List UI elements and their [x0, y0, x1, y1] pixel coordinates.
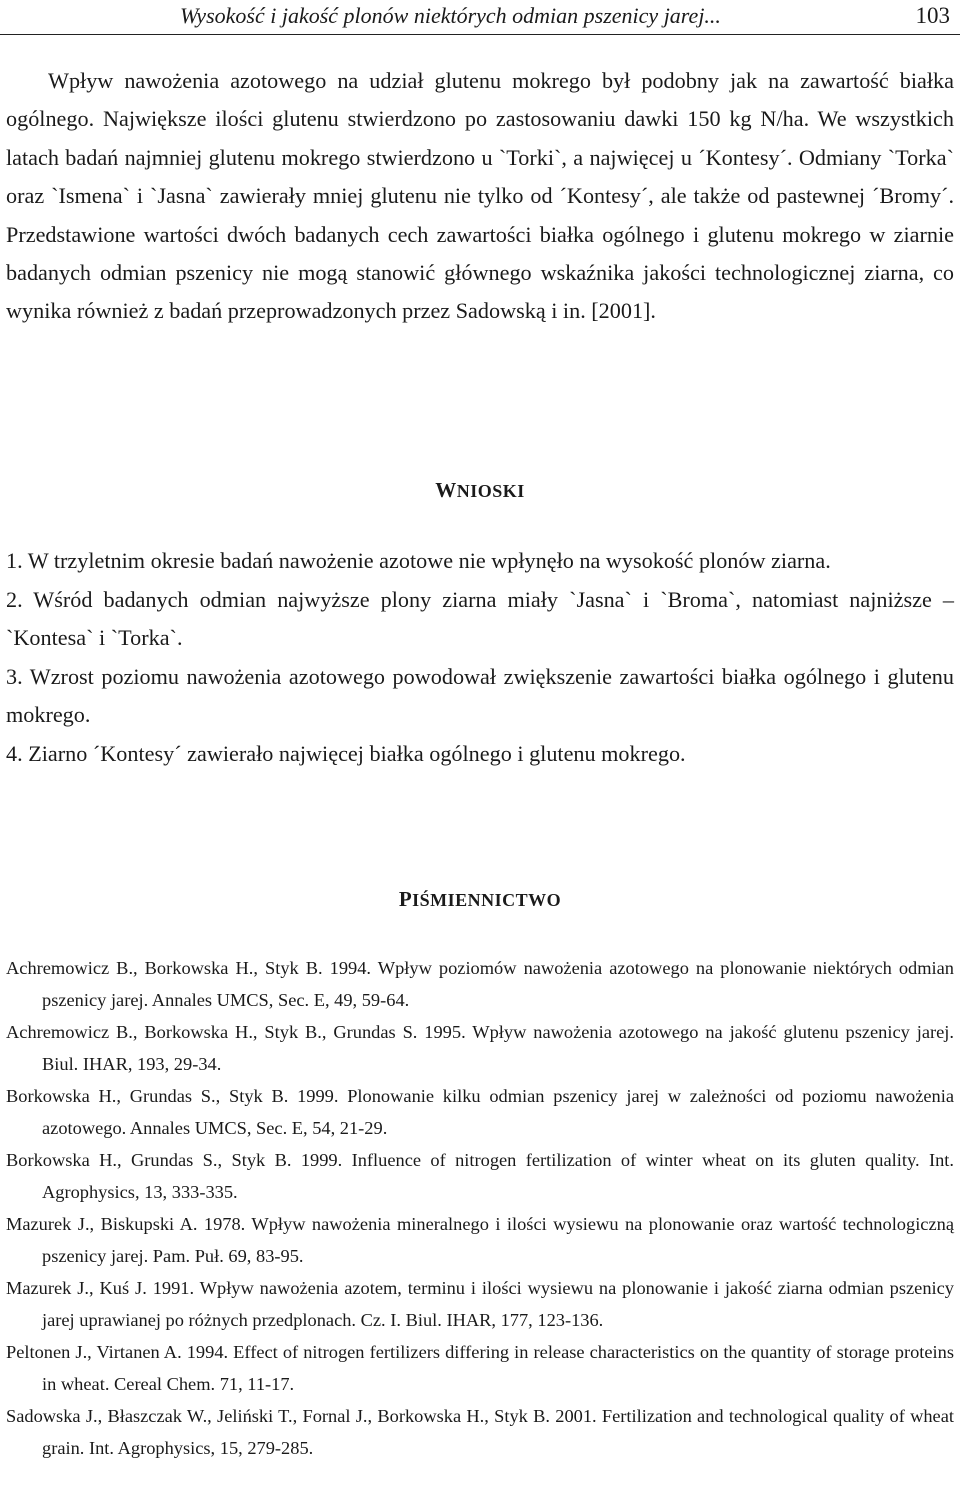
conclusions-heading-initial: W	[435, 478, 457, 502]
body-paragraph: Wpływ nawożenia azotowego na udział glutenu mokrego był podobny jak na zawartość białka ogólnego. Największe ilości glutenu stwierdzono po zastosowaniu dawki 150 kg N/ha. We wszystkich latach badań najmniej glutenu mokrego stwierdzono u `Torki`, a najwięcej u ´Kontesy´. Odmiany `Torka` oraz `Ismena` i `Jasna` zawierały mniej glutenu nie tylko od ´Kontesy´, ale także od pastewnej ´Bromy´. Przedstawione wartości dwóch badanych cech zawartości białka ogólnego i glutenu mokrego w ziarnie badanych odmian pszenicy nie mogą stanowić głównego wskaźnika jakości technologicznej ziarna, co wynika również z badań przeprowadzonych przez Sadowską i in. [2001].	[6, 68, 954, 324]
reference-item: Peltonen J., Virtanen A. 1994. Effect of nitrogen fertilizers differing in release characteristics on the quantity of storage proteins in wheat. Cereal Chem. 71, 11-17.	[6, 1342, 954, 1394]
reference-item: Borkowska H., Grundas S., Styk B. 1999. Influence of nitrogen fertilization of winter wheat on its gluten quality. Int. Agrophysics, 13, 333-335.	[6, 1150, 954, 1202]
conclusions-list	[6, 542, 954, 774]
running-title: Wysokość i jakość plonów niektórych odmian pszenicy jarej...	[180, 3, 721, 28]
reference-item: Mazurek J., Kuś J. 1991. Wpływ nawożenia azotem, terminu i ilości wysiewu na plonowanie i jakość ziarna odmian pszenicy jarej uprawianej po różnych przedplonach. Cz. I. Biul. IHAR, 177, 123-136.	[6, 1278, 954, 1330]
reference-item: Achremowicz B., Borkowska H., Styk B. 1994. Wpływ poziomów nawożenia azotowego na plonowanie niektórych odmian pszenicy jarej. Annales UMCS, Sec. E, 49, 59-64.	[6, 958, 954, 1010]
reference-item: Borkowska H., Grundas S., Styk B. 1999. Plonowanie kilku odmian pszenicy jarej w zależności od poziomu nawożenia azotowego. Annales UMCS, Sec. E, 54, 21-29.	[6, 1086, 954, 1138]
reference-item: Sadowska J., Błaszczak W., Jeliński T., Fornal J., Borkowska H., Styk B. 2001. Fertilization and technological quality of wheat grain. Int. Agrophysics, 15, 279-285.	[6, 1406, 954, 1458]
reference-item: Mazurek J., Biskupski A. 1978. Wpływ nawożenia mineralnego i ilości wysiewu na plonowanie oraz wartość technologiczną pszenicy jarej. Pam. Puł. 69, 83-95.	[6, 1214, 954, 1266]
conclusion-item-2: 2. Wśród badanych odmian najwyższe plony ziarna miały `Jasna` i `Broma`, natomiast najniższe – `Kontesa` i `Torka`.	[6, 586, 954, 651]
conclusion-item-4: 4. Ziarno ´Kontesy´ zawierało najwięcej białka ogólnego i glutenu mokrego.	[6, 740, 686, 766]
conclusions-heading-rest: NIOSKI	[456, 481, 525, 501]
conclusion-item-1: 1. W trzyletnim okresie badań nawożenie azotowe nie wpłynęło na wysokość plonów ziarna.	[6, 548, 831, 573]
references-list	[6, 952, 954, 1464]
references-heading-rest: IŚMIENNICTWO	[412, 890, 562, 910]
conclusion-item-3: 3. Wzrost poziomu nawożenia azotowego powodował zwiększenie zawartości białka ogólnego i glutenu mokrego.	[6, 663, 954, 728]
running-header	[0, 0, 960, 35]
references-heading-initial: P	[398, 887, 413, 911]
conclusions-heading	[0, 478, 960, 503]
page-number: 103	[915, 3, 950, 28]
references-heading	[0, 887, 960, 912]
reference-item: Achremowicz B., Borkowska H., Styk B., Grundas S. 1995. Wpływ nawożenia azotowego na jakość glutenu pszenicy jarej. Biul. IHAR, 193, 29-34.	[6, 1022, 954, 1074]
